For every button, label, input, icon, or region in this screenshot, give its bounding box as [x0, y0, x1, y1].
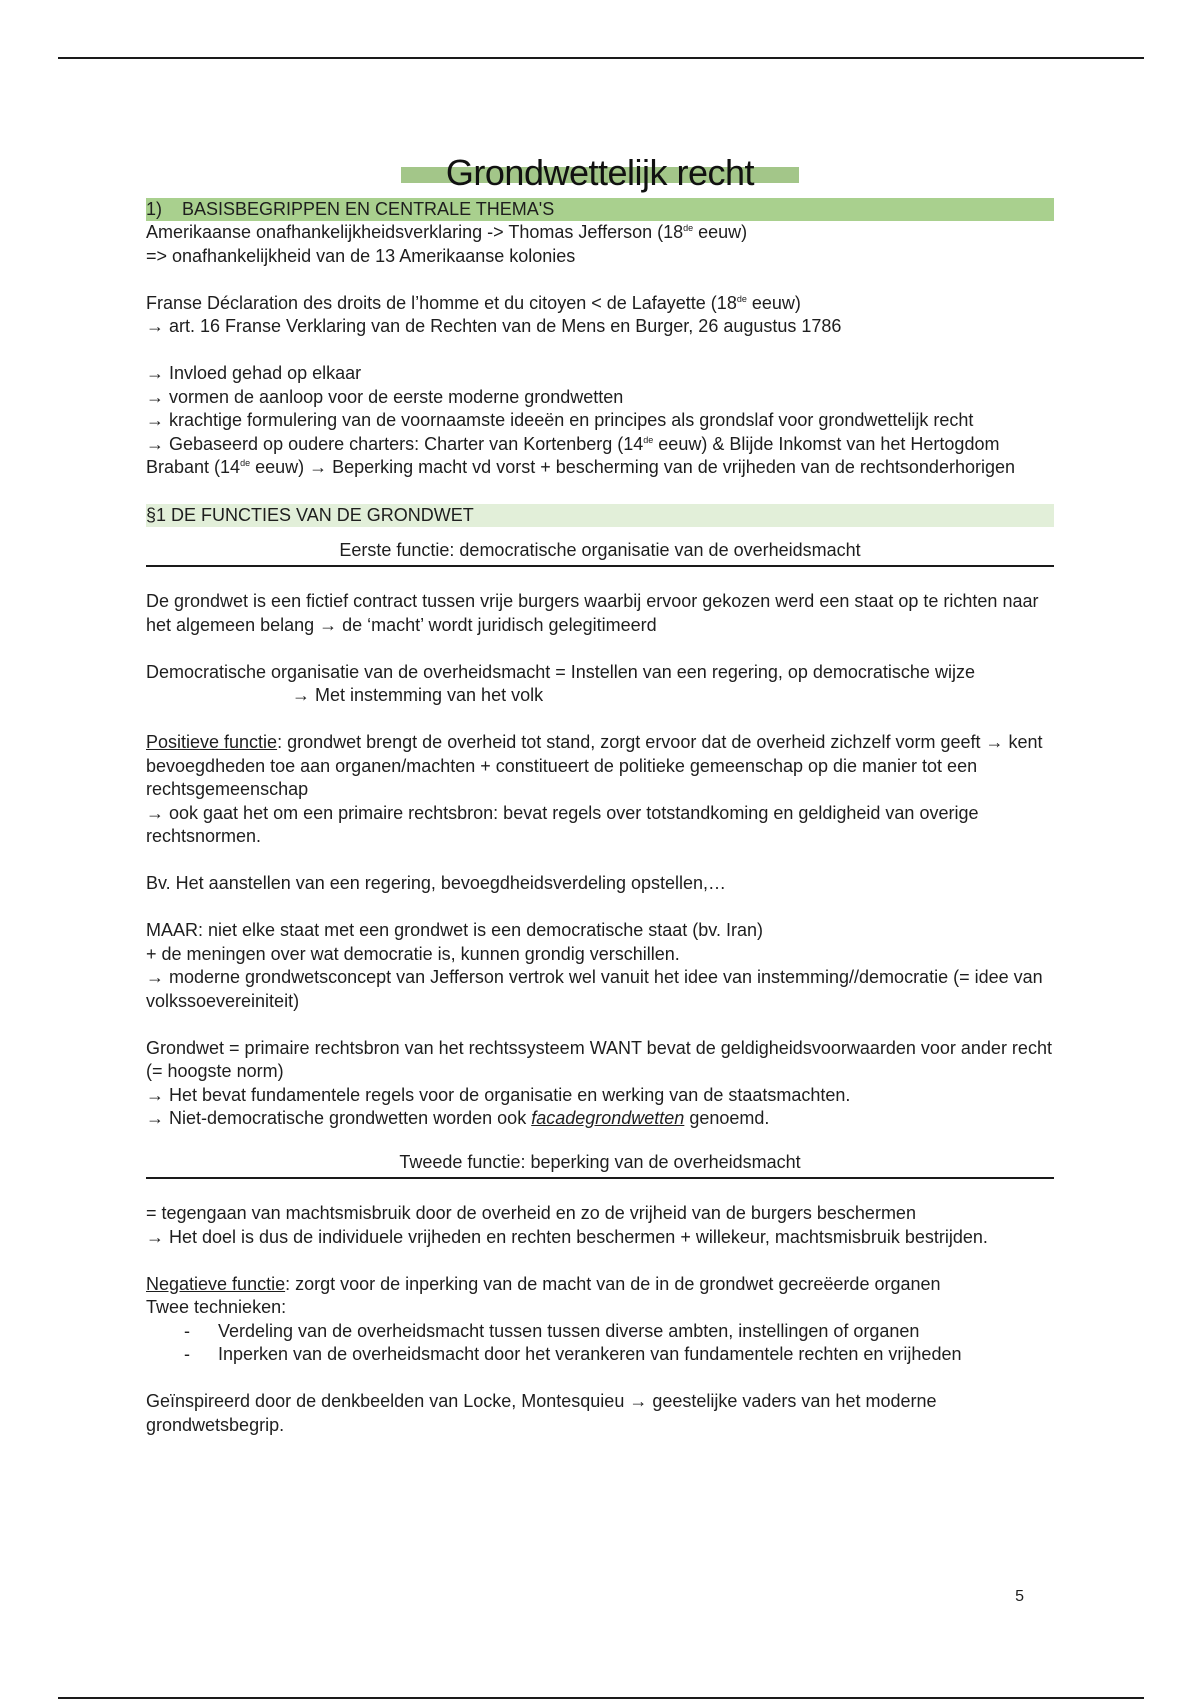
techniques-list	[146, 1320, 1054, 1367]
intro-bullet: → vormen de aanloop voor de eerste moderne grondwetten	[146, 386, 624, 407]
paragraph: → Niet-democratische grondwetten worden ook facadegrondwetten genoemd.	[146, 1108, 770, 1128]
paragraph: Negatieve functie: zorgt voor de inperking van de macht van de in de grondwet gecreëerde organen	[146, 1273, 941, 1294]
list-item: - Inperken van de overheidsmacht door het verankeren van fundamentele rechten en vrijheden	[146, 1343, 1054, 1367]
paragraph: → moderne grondwetsconcept van Jefferson vertrok wel vanuit het idee van instemming//democratie (= idee van volkssoevereiniteit)	[146, 967, 1043, 1011]
subheading-eerste-functie: Eerste functie: democratische organisatie van de overheidsmacht	[146, 539, 1054, 568]
intro-line: → art. 16 Franse Verklaring van de Rechten van de Mens en Burger, 26 augustus 1786	[146, 316, 842, 336]
page-content	[146, 152, 1054, 1437]
paragraph: Positieve functie: grondwet brengt de overheid tot stand, zorgt ervoor dat de overheid zichzelf vorm geeft → kent bevoegdheden toe aan organen/machten + constitueert de politieke gemeenschap op die manier tot een rechtsgemeenschap	[146, 732, 1043, 799]
paragraph: Democratische organisatie van de overheidsmacht = Instellen van een regering, op democratische wijze	[146, 661, 975, 682]
subheading-tweede-functie: Tweede functie: beperking van de overheidsmacht	[146, 1151, 1054, 1180]
title-block	[146, 152, 1054, 194]
header-rule	[58, 57, 1144, 59]
paragraph: = tegengaan van machtsmisbruik door de overheid en zo de vrijheid van de burgers beschermen	[146, 1203, 916, 1223]
paragraph: MAAR: niet elke staat met een grondwet is een democratische staat (bv. Iran)	[146, 920, 763, 940]
intro-line: Amerikaanse onafhankelijkheidsverklaring -> Thomas Jefferson (18de eeuw)	[146, 222, 748, 242]
term-facadegrondwetten: facadegrondwetten	[531, 1108, 685, 1128]
paragraph: → Het bevat fundamentele regels voor de organisatie en werking van de staatsmachten.	[146, 1084, 851, 1105]
paragraph: → ook gaat het om een primaire rechtsbron: bevat regels over totstandkoming en geldigheid van overige rechtsnormen.	[146, 802, 979, 846]
paragraph: Grondwet = primaire rechtsbron van het rechtssysteem WANT bevat de geldigheidsvoorwaarden voor ander recht (= hoogste norm)	[146, 1037, 1052, 1081]
intro-bullet: → Invloed gehad op elkaar	[146, 363, 362, 383]
paragraph: Geïnspireerd door de denkbeelden van Locke, Montesquieu → geestelijke vaders van het moderne grondwetsbegrip.	[146, 1391, 937, 1435]
list-item: - Verdeling van de overheidsmacht tussen tussen diverse ambten, instellingen of organen	[146, 1320, 1054, 1344]
paragraph: De grondwet is een fictief contract tussen vrije burgers waarbij ervoor gekozen werd een staat op te richten naar het algemeen belang → de ‘macht’ wordt juridisch gelegitimeerd	[146, 591, 1039, 635]
page-number: 5	[1015, 1588, 1024, 1605]
section-number: 1)	[146, 199, 163, 219]
paragraph: → Het doel is dus de individuele vrijheden en rechten beschermen + willekeur, machtsmisbruik bestrijden.	[146, 1226, 988, 1247]
intro-line: => onafhankelijkheid van de 13 Amerikaanse kolonies	[146, 245, 576, 266]
section-label: BASISBEGRIPPEN EN CENTRALE THEMA'S	[182, 199, 555, 219]
page-title: Grondwettelijk recht	[445, 152, 755, 193]
paragraph: + de meningen over wat democratie is, kunnen grondig verschillen.	[146, 943, 680, 964]
arrow-line: → Met instemming van het volk	[292, 685, 544, 705]
term-positieve-functie: Positieve functie	[146, 732, 278, 752]
section-heading-functies: §1 DE FUNCTIES VAN DE GRONDWET	[146, 504, 1054, 527]
paragraph: Bv. Het aanstellen van een regering, bevoegdheidsverdeling opstellen,…	[146, 873, 727, 893]
term-negatieve-functie: Negatieve functie	[146, 1273, 286, 1294]
intro-bullet: → krachtige formulering van de voornaamste ideeën en principes als grondslaf voor grondwettelijk recht	[146, 410, 974, 430]
section-heading-basisbegrippen	[146, 198, 1054, 221]
footer-rule	[58, 1697, 1144, 1699]
paragraph: Twee technieken:	[146, 1297, 287, 1317]
intro-line: Franse Déclaration des droits de l’homme et du citoyen < de Lafayette (18de eeuw)	[146, 292, 801, 313]
intro-bullet: → Gebaseerd op oudere charters: Charter van Kortenberg (14de eeuw) & Blijde Inkomst van het Hertogdom Brabant (14de eeuw) → Beperking macht vd vorst + bescherming van de vrijheden van de rechtsonderhorigen	[146, 433, 1015, 477]
